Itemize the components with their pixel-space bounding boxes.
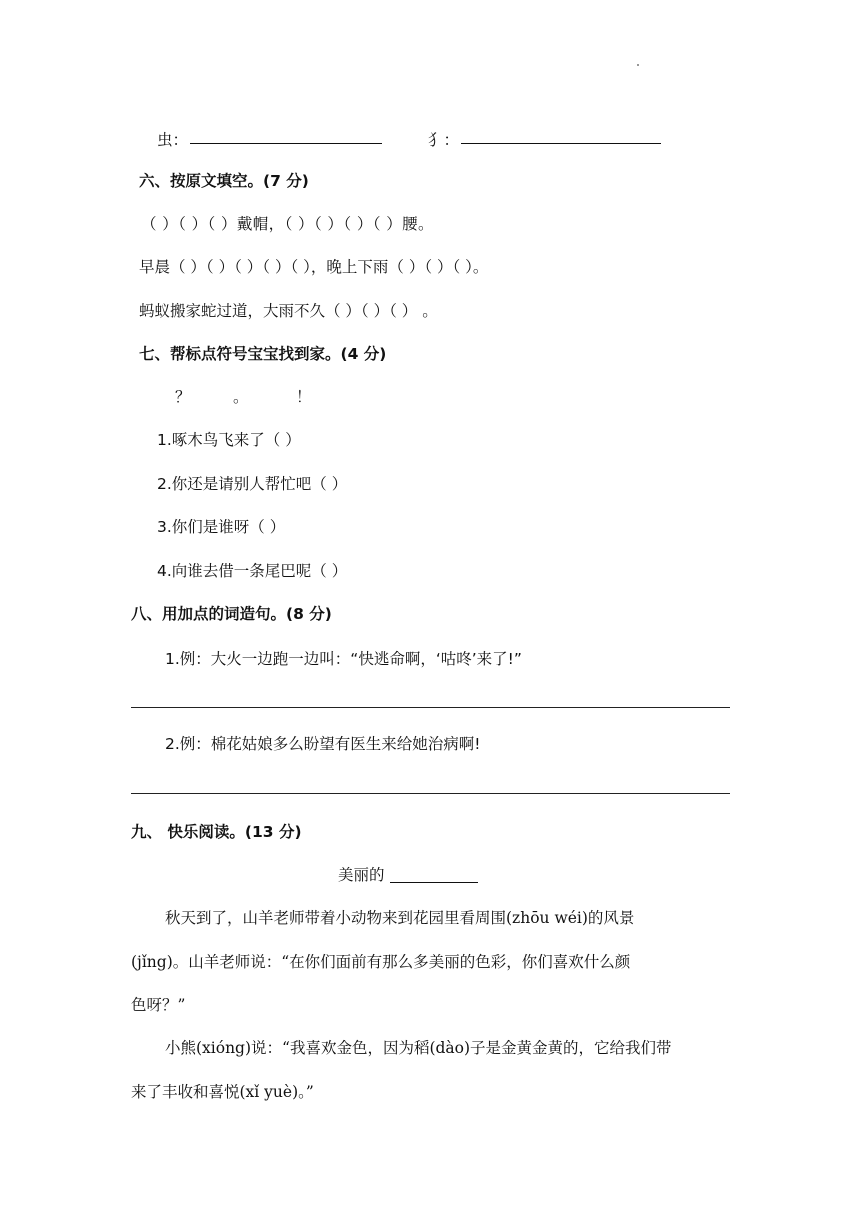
section-7-heading: 七、帮标点符号宝宝找到家。(4 分) (139, 345, 387, 363)
section-6-line-3: 蚂蚁搬家蛇过道，大雨不久（ ）（ ）（ ） 。 (139, 302, 438, 320)
reading-title: 美丽的 (338, 866, 385, 884)
reading-paragraph-1-line-1: 秋天到了，山羊老师带着小动物来到花园里看周围(zhōu wéi)的风景 (165, 909, 635, 927)
chong-radical-label: 虫： (157, 131, 189, 149)
punctuation-item-2: 2.你还是请别人帮忙吧（ ） (157, 475, 348, 493)
exclamation-symbol: ！ (296, 388, 312, 406)
chong-answer-line[interactable] (190, 143, 382, 144)
section-9-heading: 九、 快乐阅读。(13 分) (131, 823, 302, 841)
reading-paragraph-1-line-2: (jǐng)。山羊老师说：“在你们面前有那么多美丽的色彩，你们喜欢什么颜 (131, 953, 631, 971)
punctuation-item-1: 1.啄木鸟飞来了（ ） (157, 431, 301, 449)
sentence-example-1: 1.例：大火一边跑一边叫：“快逃命啊，‘咕咚’来了!” (165, 650, 522, 668)
reading-paragraph-2-line-1: 小熊(xióng)说：“我喜欢金色，因为稻(dào)子是金黄金黄的，它给我们带 (165, 1039, 672, 1057)
punctuation-item-4: 4.向谁去借一条尾巴呢（ ） (157, 562, 348, 580)
section-8-heading: 八、用加点的词造句。(8 分) (131, 605, 332, 623)
punctuation-item-3: 3.你们是谁呀（ ） (157, 518, 286, 536)
answer-line-1[interactable] (131, 707, 730, 708)
reading-paragraph-1-line-3: 色呀？” (131, 996, 186, 1014)
quan-radical-label: 犭： (428, 131, 460, 149)
sentence-example-2: 2.例：棉花姑娘多么盼望有医生来给她治病啊! (165, 735, 481, 753)
section-6-line-2: 早晨（ ）（ ）（ ）（ ）（ ），晚上下雨（ ）（ ）（ ）。 (139, 258, 489, 276)
answer-line-2[interactable] (131, 793, 730, 794)
page-corner-mark (637, 64, 639, 66)
period-symbol: 。 (233, 388, 249, 406)
section-6-heading: 六、按原文填空。(7 分) (139, 172, 309, 190)
section-6-line-1: （ ）（ ）（ ）戴帽，（ ）（ ）（ ）（ ）腰。 (141, 215, 434, 233)
reading-paragraph-2-line-2: 来了丰收和喜悦(xǐ yuè)。” (131, 1083, 314, 1101)
reading-title-blank[interactable] (390, 882, 478, 883)
question-mark-symbol: ？ (175, 388, 191, 406)
quan-answer-line[interactable] (461, 143, 661, 144)
